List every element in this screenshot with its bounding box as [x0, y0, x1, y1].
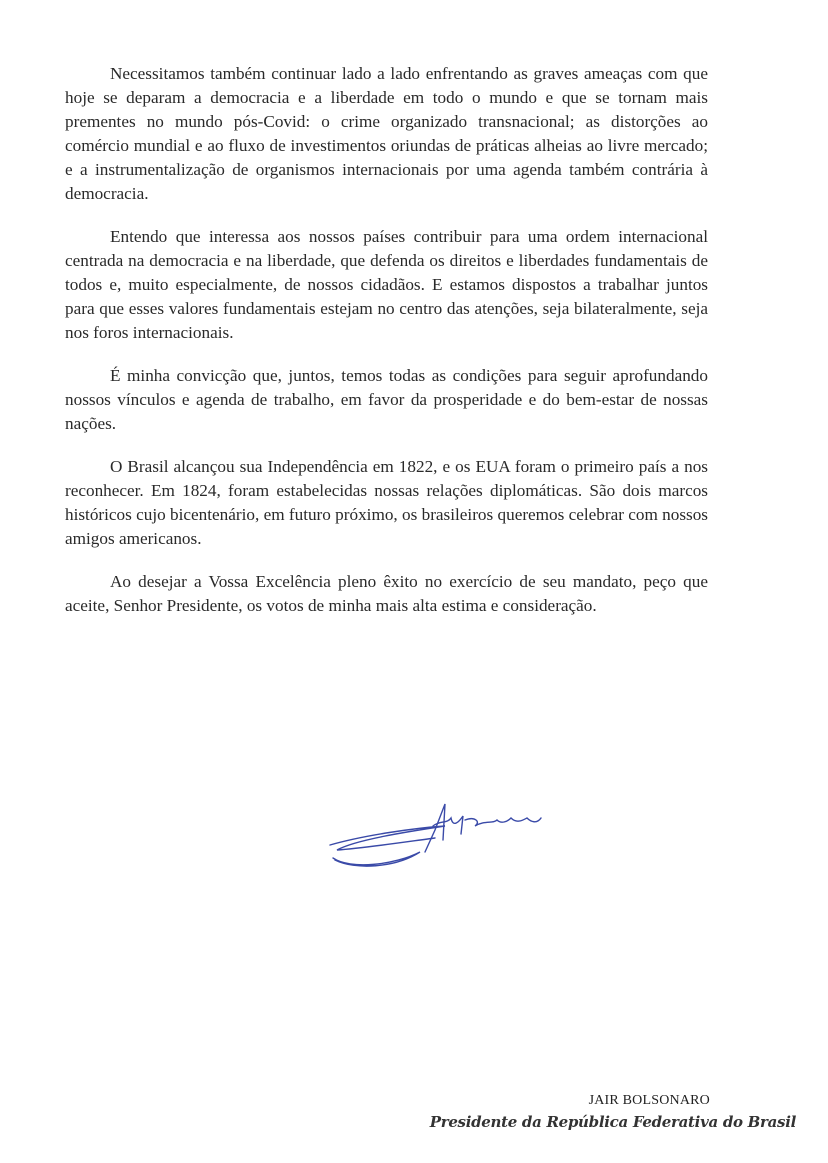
signer-name: JAIR BOLSONARO	[588, 1093, 710, 1108]
signer-title: Presidente da República Federativa do Brasil	[429, 1113, 796, 1131]
paragraph: Necessitamos também continuar lado a lado enfrentando as graves ameaças com que hoje se deparam a democracia e a liberdade em todo o mundo e que se tornam mais prementes no mundo pós-Covid: o crime organizado transnacional; as distorções ao comércio mundial e ao fluxo de investimentos oriundas de práticas alheias ao livre mercado; e a instrumentalização de organismos internacionais por uma agenda também contrária à democracia.	[65, 64, 708, 203]
paragraph: O Brasil alcançou sua Independência em 1822, e os EUA foram o primeiro país a nos reconhecer. Em 1824, foram estabelecidas nossas relações diplomáticas. São dois marcos históricos cujo bicentenário, em futuro próximo, os brasileiros queremos celebrar com nossos amigos americanos.	[65, 457, 708, 548]
paragraph: É minha convicção que, juntos, temos todas as condições para seguir aprofundando nossos vínculos e agenda de trabalho, em favor da prosperidade e do bem-estar de nossas nações.	[65, 366, 708, 433]
paragraph: Entendo que interessa aos nossos países contribuir para uma ordem internacional centrada na democracia e na liberdade, que defenda os direitos e liberdades fundamentais de todos e, muito especialmente, de nossos cidadãos. E estamos dispostos a trabalhar juntos para que esses valores fundamentais estejam no centro das atenções, seja bilateralmente, seja nos foros internacionais.	[65, 227, 708, 342]
paragraph: Ao desejar a Vossa Excelência pleno êxito no exercício de seu mandato, peço que aceite, Senhor Presidente, os votos de minha mais alta estima e consideração.	[65, 572, 708, 615]
handwritten-signature	[325, 790, 555, 880]
letter-body	[65, 62, 708, 637]
